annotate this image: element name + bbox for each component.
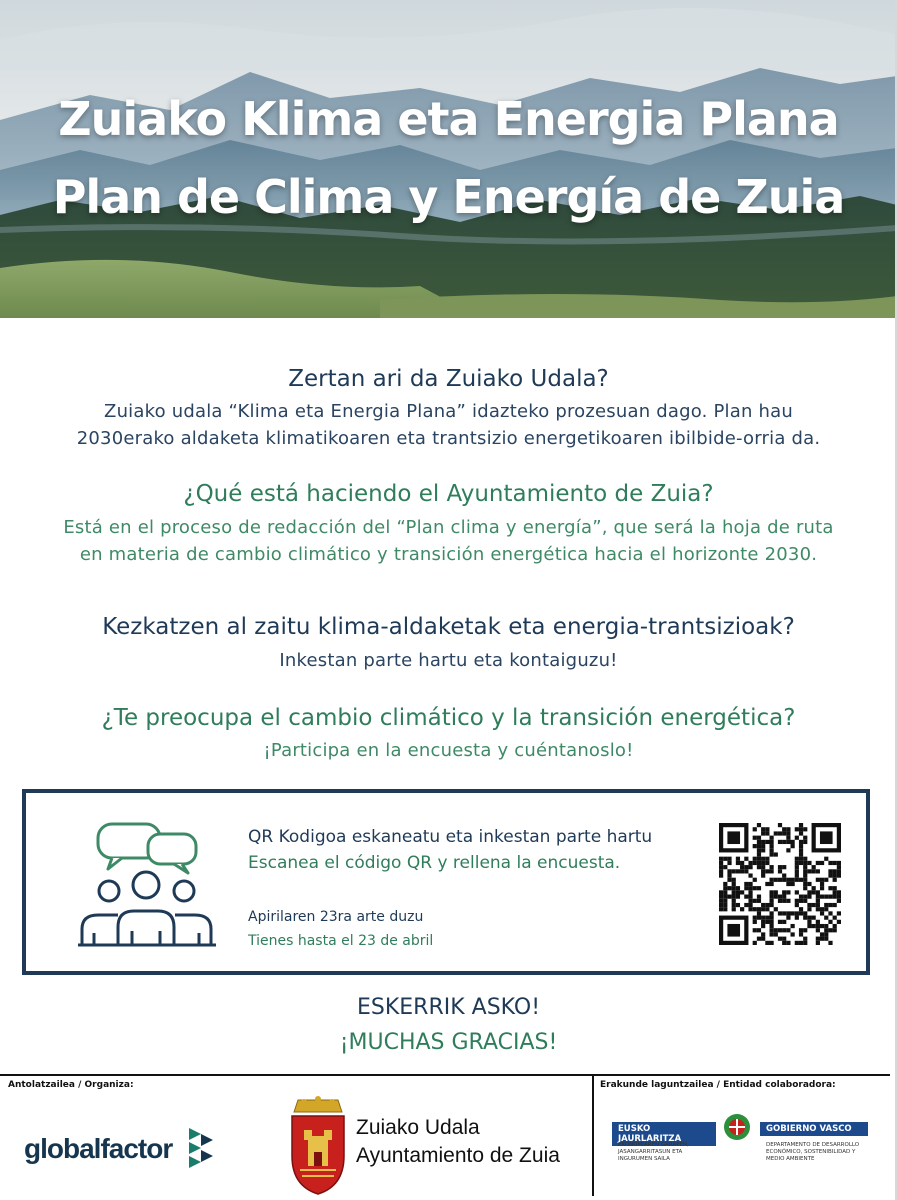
ej-department-es: DEPARTAMENTO DE DESARROLLO ECONÓMICO, SOSTENIBILIDAD Y MEDIO AMBIENTE	[766, 1142, 860, 1162]
footer-divider	[0, 1074, 890, 1076]
globalfactor-mark-icon	[185, 1126, 215, 1170]
zuia-council-name	[356, 1114, 560, 1170]
zuia-coat-of-arms-icon	[288, 1096, 348, 1196]
heading-eu-2: Kezkatzen al zaitu klima-aldaketak eta energia-trantsizioak?	[102, 614, 795, 640]
ej-name-eu: EUSKO JAURLARITZA	[612, 1122, 716, 1146]
footer-column-divider	[592, 1074, 594, 1196]
paragraph-eu-2: Inkestan parte hartu eta kontaiguzu!	[279, 650, 618, 671]
globalfactor-logo	[24, 1126, 215, 1170]
heading-eu-1: Zertan ari da Zuiako Udala?	[288, 366, 609, 392]
ej-department-eu: EKONOMIAREN GARAPEN, JASANGARRITASUN ETA INGURUMEN SAILA	[618, 1142, 689, 1162]
title-spanish: Plan de Clima y Energía de Zuia	[52, 170, 845, 224]
zuia-name-es: Ayuntamiento de Zuia	[356, 1144, 560, 1167]
heading-es-2: ¿Te preocupa el cambio climático y la transición energética?	[101, 705, 796, 731]
heading-es-1: ¿Qué está haciendo el Ayuntamiento de Zuia?	[183, 481, 714, 507]
paragraph-eu-1-line1: Zuiako udala “Klima eta Energia Plana” idazteko prozesuan dago. Plan hau	[104, 401, 793, 422]
zuia-name-eu: Zuiako Udala	[356, 1116, 480, 1139]
mountain-landscape-image	[0, 0, 897, 318]
paragraph-es-2: ¡Participa en la encuesta y cuéntanoslo!	[263, 740, 634, 761]
qr-instruction-es: Escanea el código QR y rellena la encuesta.	[248, 853, 621, 873]
paragraph-es-1-line1: Está en el proceso de redacción del “Plan clima y energía”, que será la hoja de ruta	[63, 517, 834, 538]
people-discussion-icon	[74, 821, 220, 949]
paragraph-es-1-line2: en materia de cambio climático y transición energética hacia el horizonte 2030.	[79, 544, 818, 565]
deadline-es: Tienes hasta el 23 de abril	[248, 933, 434, 949]
deadline-eu: Apirilaren 23ra arte duzu	[248, 909, 424, 925]
thanks-es: ¡MUCHAS GRACIAS!	[339, 1030, 558, 1055]
thanks-eu: ESKERRIK ASKO!	[356, 995, 541, 1020]
organizer-label: Antolatzailea / Organiza:	[8, 1080, 134, 1090]
title-basque: Zuiako Klima eta Energia Plana	[58, 92, 839, 146]
qr-survey-box	[22, 789, 870, 975]
basque-government-emblem-icon	[722, 1112, 752, 1142]
globalfactor-wordmark: globalfactor	[24, 1133, 173, 1164]
footer	[0, 1074, 897, 1200]
qr-instruction-eu: QR Kodigoa eskaneatu eta inkestan parte hartu	[248, 827, 653, 847]
hero-banner	[0, 0, 897, 318]
ej-name-es: GOBIERNO VASCO	[760, 1122, 868, 1136]
qr-code[interactable]	[719, 823, 841, 945]
collaborator-label: Erakunde laguntzailea / Entidad colaboradora:	[600, 1080, 836, 1090]
paragraph-eu-1-line2: 2030erako aldaketa klimatikoaren eta trantsizio energetikoaren ibilbide-orria da.	[76, 428, 821, 449]
